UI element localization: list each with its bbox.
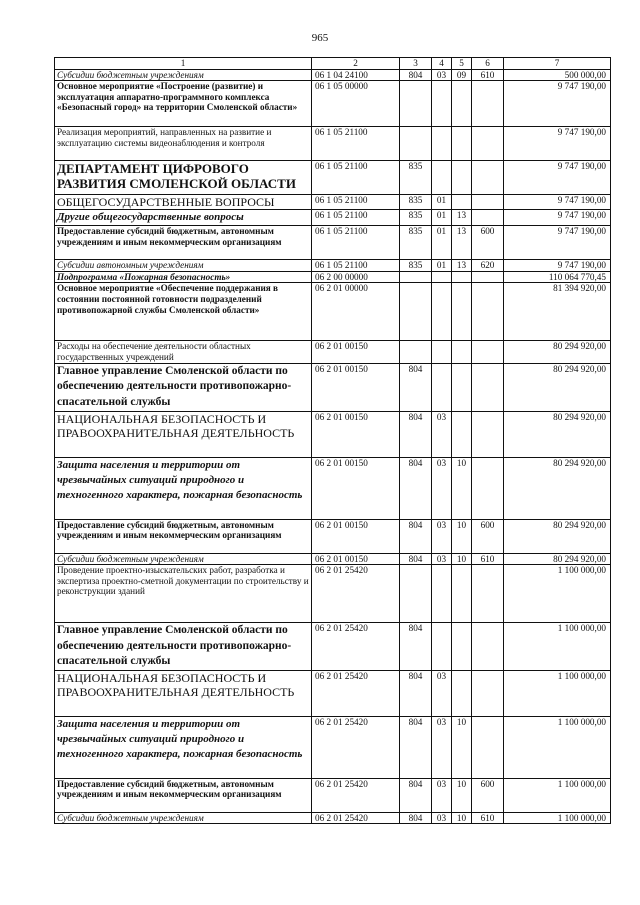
amount-cell: 9 747 190,00 bbox=[504, 260, 611, 272]
name-cell: НАЦИОНАЛЬНАЯ БЕЗОПАСНОСТЬ И ПРАВООХРАНИТЕЛЬНАЯ ДЕЯТЕЛЬНОСТЬ bbox=[55, 411, 312, 457]
name-cell: Реализация мероприятий, направленных на развитие и эксплуатацию системы видеонаблюдения и контроля bbox=[55, 127, 312, 161]
code-cell: 06 2 01 25420 bbox=[312, 623, 400, 671]
section-cell: 03 bbox=[432, 716, 452, 778]
name-cell: Защита населения и территории от чрезвычайных ситуаций природного и техногенного характера, пожарная безопасность bbox=[55, 716, 312, 778]
table-row bbox=[55, 283, 611, 341]
org-cell: 804 bbox=[400, 411, 432, 457]
section-cell: 03 bbox=[432, 670, 452, 716]
org-cell: 835 bbox=[400, 161, 432, 195]
org-cell: 835 bbox=[400, 195, 432, 210]
name-cell: Другие общегосударственные вопросы bbox=[55, 210, 312, 226]
section-cell: 01 bbox=[432, 210, 452, 226]
type-cell bbox=[472, 457, 504, 519]
code-cell: 06 1 05 21100 bbox=[312, 260, 400, 272]
table-row bbox=[55, 812, 611, 824]
code-cell: 06 1 05 21100 bbox=[312, 127, 400, 161]
section-cell bbox=[432, 283, 452, 341]
section-cell: 03 bbox=[432, 411, 452, 457]
section-cell bbox=[432, 363, 452, 411]
header-row bbox=[55, 58, 611, 70]
org-cell: 835 bbox=[400, 210, 432, 226]
code-cell: 06 2 01 00150 bbox=[312, 457, 400, 519]
amount-cell: 9 747 190,00 bbox=[504, 210, 611, 226]
amount-cell: 9 747 190,00 bbox=[504, 81, 611, 127]
code-cell: 06 2 01 00150 bbox=[312, 341, 400, 363]
name-cell: Главное управление Смоленской области по обеспечению деятельности противопожарно-спасательной службы bbox=[55, 363, 312, 411]
subsection-cell bbox=[452, 161, 472, 195]
subsection-cell bbox=[452, 271, 472, 283]
subsection-cell: 13 bbox=[452, 226, 472, 260]
header-cell: 6 bbox=[472, 58, 504, 70]
subsection-cell bbox=[452, 623, 472, 671]
code-cell: 06 1 05 21100 bbox=[312, 195, 400, 210]
name-cell: ОБЩЕГОСУДАРСТВЕННЫЕ ВОПРОСЫ bbox=[55, 195, 312, 210]
table-row bbox=[55, 553, 611, 565]
amount-cell: 1 100 000,00 bbox=[504, 565, 611, 623]
table-row bbox=[55, 210, 611, 226]
subsection-cell: 13 bbox=[452, 260, 472, 272]
code-cell: 06 2 01 00150 bbox=[312, 519, 400, 553]
amount-cell: 9 747 190,00 bbox=[504, 127, 611, 161]
code-cell: 06 1 05 21100 bbox=[312, 226, 400, 260]
type-cell bbox=[472, 271, 504, 283]
table-row bbox=[55, 411, 611, 457]
section-cell: 01 bbox=[432, 226, 452, 260]
code-cell: 06 1 05 21100 bbox=[312, 210, 400, 226]
type-cell: 620 bbox=[472, 260, 504, 272]
code-cell: 06 1 04 24100 bbox=[312, 69, 400, 81]
org-cell: 804 bbox=[400, 519, 432, 553]
type-cell bbox=[472, 341, 504, 363]
org-cell: 804 bbox=[400, 623, 432, 671]
amount-cell: 9 747 190,00 bbox=[504, 195, 611, 210]
amount-cell: 9 747 190,00 bbox=[504, 161, 611, 195]
type-cell bbox=[472, 195, 504, 210]
header-cell: 1 bbox=[55, 58, 312, 70]
table-row bbox=[55, 69, 611, 81]
amount-cell: 1 100 000,00 bbox=[504, 623, 611, 671]
table-row bbox=[55, 670, 611, 716]
amount-cell: 80 294 920,00 bbox=[504, 457, 611, 519]
org-cell: 804 bbox=[400, 670, 432, 716]
section-cell bbox=[432, 565, 452, 623]
subsection-cell bbox=[452, 283, 472, 341]
name-cell: Предоставление субсидий бюджетным, автономным учреждениям и иным некоммерческим организациям bbox=[55, 519, 312, 553]
code-cell: 06 1 05 21100 bbox=[312, 161, 400, 195]
subsection-cell bbox=[452, 363, 472, 411]
section-cell bbox=[432, 127, 452, 161]
amount-cell: 1 100 000,00 bbox=[504, 812, 611, 824]
amount-cell: 110 064 770,45 bbox=[504, 271, 611, 283]
table-row bbox=[55, 127, 611, 161]
amount-cell: 1 100 000,00 bbox=[504, 670, 611, 716]
header-cell: 3 bbox=[400, 58, 432, 70]
subsection-cell: 10 bbox=[452, 519, 472, 553]
table-row bbox=[55, 271, 611, 283]
code-cell: 06 2 01 00150 bbox=[312, 363, 400, 411]
name-cell: Предоставление субсидий бюджетным, автономным учреждениям и иным некоммерческим организациям bbox=[55, 778, 312, 812]
name-cell: Подпрограмма «Пожарная безопасность» bbox=[55, 271, 312, 283]
amount-cell: 500 000,00 bbox=[504, 69, 611, 81]
type-cell bbox=[472, 565, 504, 623]
type-cell: 600 bbox=[472, 519, 504, 553]
amount-cell: 80 294 920,00 bbox=[504, 341, 611, 363]
code-cell: 06 2 01 00000 bbox=[312, 283, 400, 341]
table-row bbox=[55, 519, 611, 553]
section-cell: 03 bbox=[432, 553, 452, 565]
subsection-cell bbox=[452, 81, 472, 127]
subsection-cell: 10 bbox=[452, 457, 472, 519]
subsection-cell bbox=[452, 195, 472, 210]
type-cell: 610 bbox=[472, 812, 504, 824]
type-cell bbox=[472, 81, 504, 127]
table-row bbox=[55, 81, 611, 127]
amount-cell: 80 294 920,00 bbox=[504, 553, 611, 565]
name-cell: Главное управление Смоленской области по обеспечению деятельности противопожарно-спасательной службы bbox=[55, 623, 312, 671]
name-cell: ДЕПАРТАМЕНТ ЦИФРОВОГО РАЗВИТИЯ СМОЛЕНСКОЙ ОБЛАСТИ bbox=[55, 161, 312, 195]
table-row bbox=[55, 161, 611, 195]
section-cell bbox=[432, 81, 452, 127]
type-cell bbox=[472, 283, 504, 341]
subsection-cell: 13 bbox=[452, 210, 472, 226]
subsection-cell bbox=[452, 127, 472, 161]
amount-cell: 80 294 920,00 bbox=[504, 411, 611, 457]
amount-cell: 9 747 190,00 bbox=[504, 226, 611, 260]
section-cell: 03 bbox=[432, 812, 452, 824]
header-cell: 5 bbox=[452, 58, 472, 70]
header-cell: 2 bbox=[312, 58, 400, 70]
code-cell: 06 1 05 00000 bbox=[312, 81, 400, 127]
code-cell: 06 2 01 00150 bbox=[312, 411, 400, 457]
table-row bbox=[55, 457, 611, 519]
name-cell: Субсидии бюджетным учреждениям bbox=[55, 553, 312, 565]
org-cell bbox=[400, 127, 432, 161]
subsection-cell bbox=[452, 411, 472, 457]
table-row bbox=[55, 778, 611, 812]
org-cell: 804 bbox=[400, 69, 432, 81]
type-cell: 600 bbox=[472, 226, 504, 260]
name-cell: Субсидии бюджетным учреждениям bbox=[55, 69, 312, 81]
org-cell: 804 bbox=[400, 778, 432, 812]
org-cell: 835 bbox=[400, 226, 432, 260]
name-cell: Расходы на обеспечение деятельности областных государственных учреждений bbox=[55, 341, 312, 363]
type-cell bbox=[472, 161, 504, 195]
table-row bbox=[55, 716, 611, 778]
section-cell bbox=[432, 161, 452, 195]
type-cell: 600 bbox=[472, 778, 504, 812]
type-cell bbox=[472, 411, 504, 457]
subsection-cell: 10 bbox=[452, 716, 472, 778]
subsection-cell: 10 bbox=[452, 778, 472, 812]
subsection-cell: 10 bbox=[452, 553, 472, 565]
code-cell: 06 2 01 25420 bbox=[312, 716, 400, 778]
org-cell bbox=[400, 283, 432, 341]
subsection-cell bbox=[452, 341, 472, 363]
name-cell: Основное мероприятие «Обеспечение поддержания в состоянии постоянной готовности подразделений противопожарной службы Смоленской области» bbox=[55, 283, 312, 341]
org-cell: 835 bbox=[400, 260, 432, 272]
section-cell bbox=[432, 623, 452, 671]
name-cell: Основное мероприятие «Построение (развитие) и эксплуатация аппаратно-программного комплекса «Безопасный город» на территории Смоленской области» bbox=[55, 81, 312, 127]
type-cell: 610 bbox=[472, 69, 504, 81]
section-cell: 03 bbox=[432, 457, 452, 519]
type-cell: 610 bbox=[472, 553, 504, 565]
org-cell bbox=[400, 565, 432, 623]
name-cell: Субсидии автономным учреждениям bbox=[55, 260, 312, 272]
table-row bbox=[55, 341, 611, 363]
subsection-cell bbox=[452, 565, 472, 623]
type-cell bbox=[472, 210, 504, 226]
section-cell: 01 bbox=[432, 195, 452, 210]
table-row bbox=[55, 363, 611, 411]
org-cell: 804 bbox=[400, 363, 432, 411]
code-cell: 06 2 01 25420 bbox=[312, 565, 400, 623]
name-cell: Предоставление субсидий бюджетным, автономным учреждениям и иным некоммерческим организациям bbox=[55, 226, 312, 260]
type-cell bbox=[472, 127, 504, 161]
table-row bbox=[55, 623, 611, 671]
subsection-cell bbox=[452, 670, 472, 716]
code-cell: 06 2 01 25420 bbox=[312, 670, 400, 716]
org-cell bbox=[400, 341, 432, 363]
section-cell: 01 bbox=[432, 260, 452, 272]
amount-cell: 81 394 920,00 bbox=[504, 283, 611, 341]
section-cell: 03 bbox=[432, 519, 452, 553]
org-cell: 804 bbox=[400, 716, 432, 778]
table-row bbox=[55, 565, 611, 623]
section-cell bbox=[432, 341, 452, 363]
amount-cell: 80 294 920,00 bbox=[504, 519, 611, 553]
subsection-cell: 10 bbox=[452, 812, 472, 824]
name-cell: НАЦИОНАЛЬНАЯ БЕЗОПАСНОСТЬ И ПРАВООХРАНИТЕЛЬНАЯ ДЕЯТЕЛЬНОСТЬ bbox=[55, 670, 312, 716]
page-number: 965 bbox=[311, 32, 329, 44]
section-cell bbox=[432, 271, 452, 283]
code-cell: 06 2 00 00000 bbox=[312, 271, 400, 283]
org-cell bbox=[400, 271, 432, 283]
org-cell: 804 bbox=[400, 812, 432, 824]
amount-cell: 1 100 000,00 bbox=[504, 716, 611, 778]
type-cell bbox=[472, 716, 504, 778]
name-cell: Защита населения и территории от чрезвычайных ситуаций природного и техногенного характера, пожарная безопасность bbox=[55, 457, 312, 519]
type-cell bbox=[472, 363, 504, 411]
code-cell: 06 2 01 25420 bbox=[312, 812, 400, 824]
type-cell bbox=[472, 670, 504, 716]
org-cell: 804 bbox=[400, 553, 432, 565]
budget-table bbox=[54, 57, 611, 824]
amount-cell: 80 294 920,00 bbox=[504, 363, 611, 411]
subsection-cell: 09 bbox=[452, 69, 472, 81]
org-cell: 804 bbox=[400, 457, 432, 519]
header-cell: 7 bbox=[504, 58, 611, 70]
code-cell: 06 2 01 25420 bbox=[312, 778, 400, 812]
amount-cell: 1 100 000,00 bbox=[504, 778, 611, 812]
table-row bbox=[55, 195, 611, 210]
table-row bbox=[55, 260, 611, 272]
code-cell: 06 2 01 00150 bbox=[312, 553, 400, 565]
name-cell: Субсидии бюджетным учреждениям bbox=[55, 812, 312, 824]
header-cell: 4 bbox=[432, 58, 452, 70]
org-cell bbox=[400, 81, 432, 127]
section-cell: 03 bbox=[432, 778, 452, 812]
name-cell: Проведение проектно-изыскательских работ, разработка и экспертиза проектно-сметной документации по строительству и реконструкции зданий bbox=[55, 565, 312, 623]
type-cell bbox=[472, 623, 504, 671]
section-cell: 03 bbox=[432, 69, 452, 81]
table-row bbox=[55, 226, 611, 260]
